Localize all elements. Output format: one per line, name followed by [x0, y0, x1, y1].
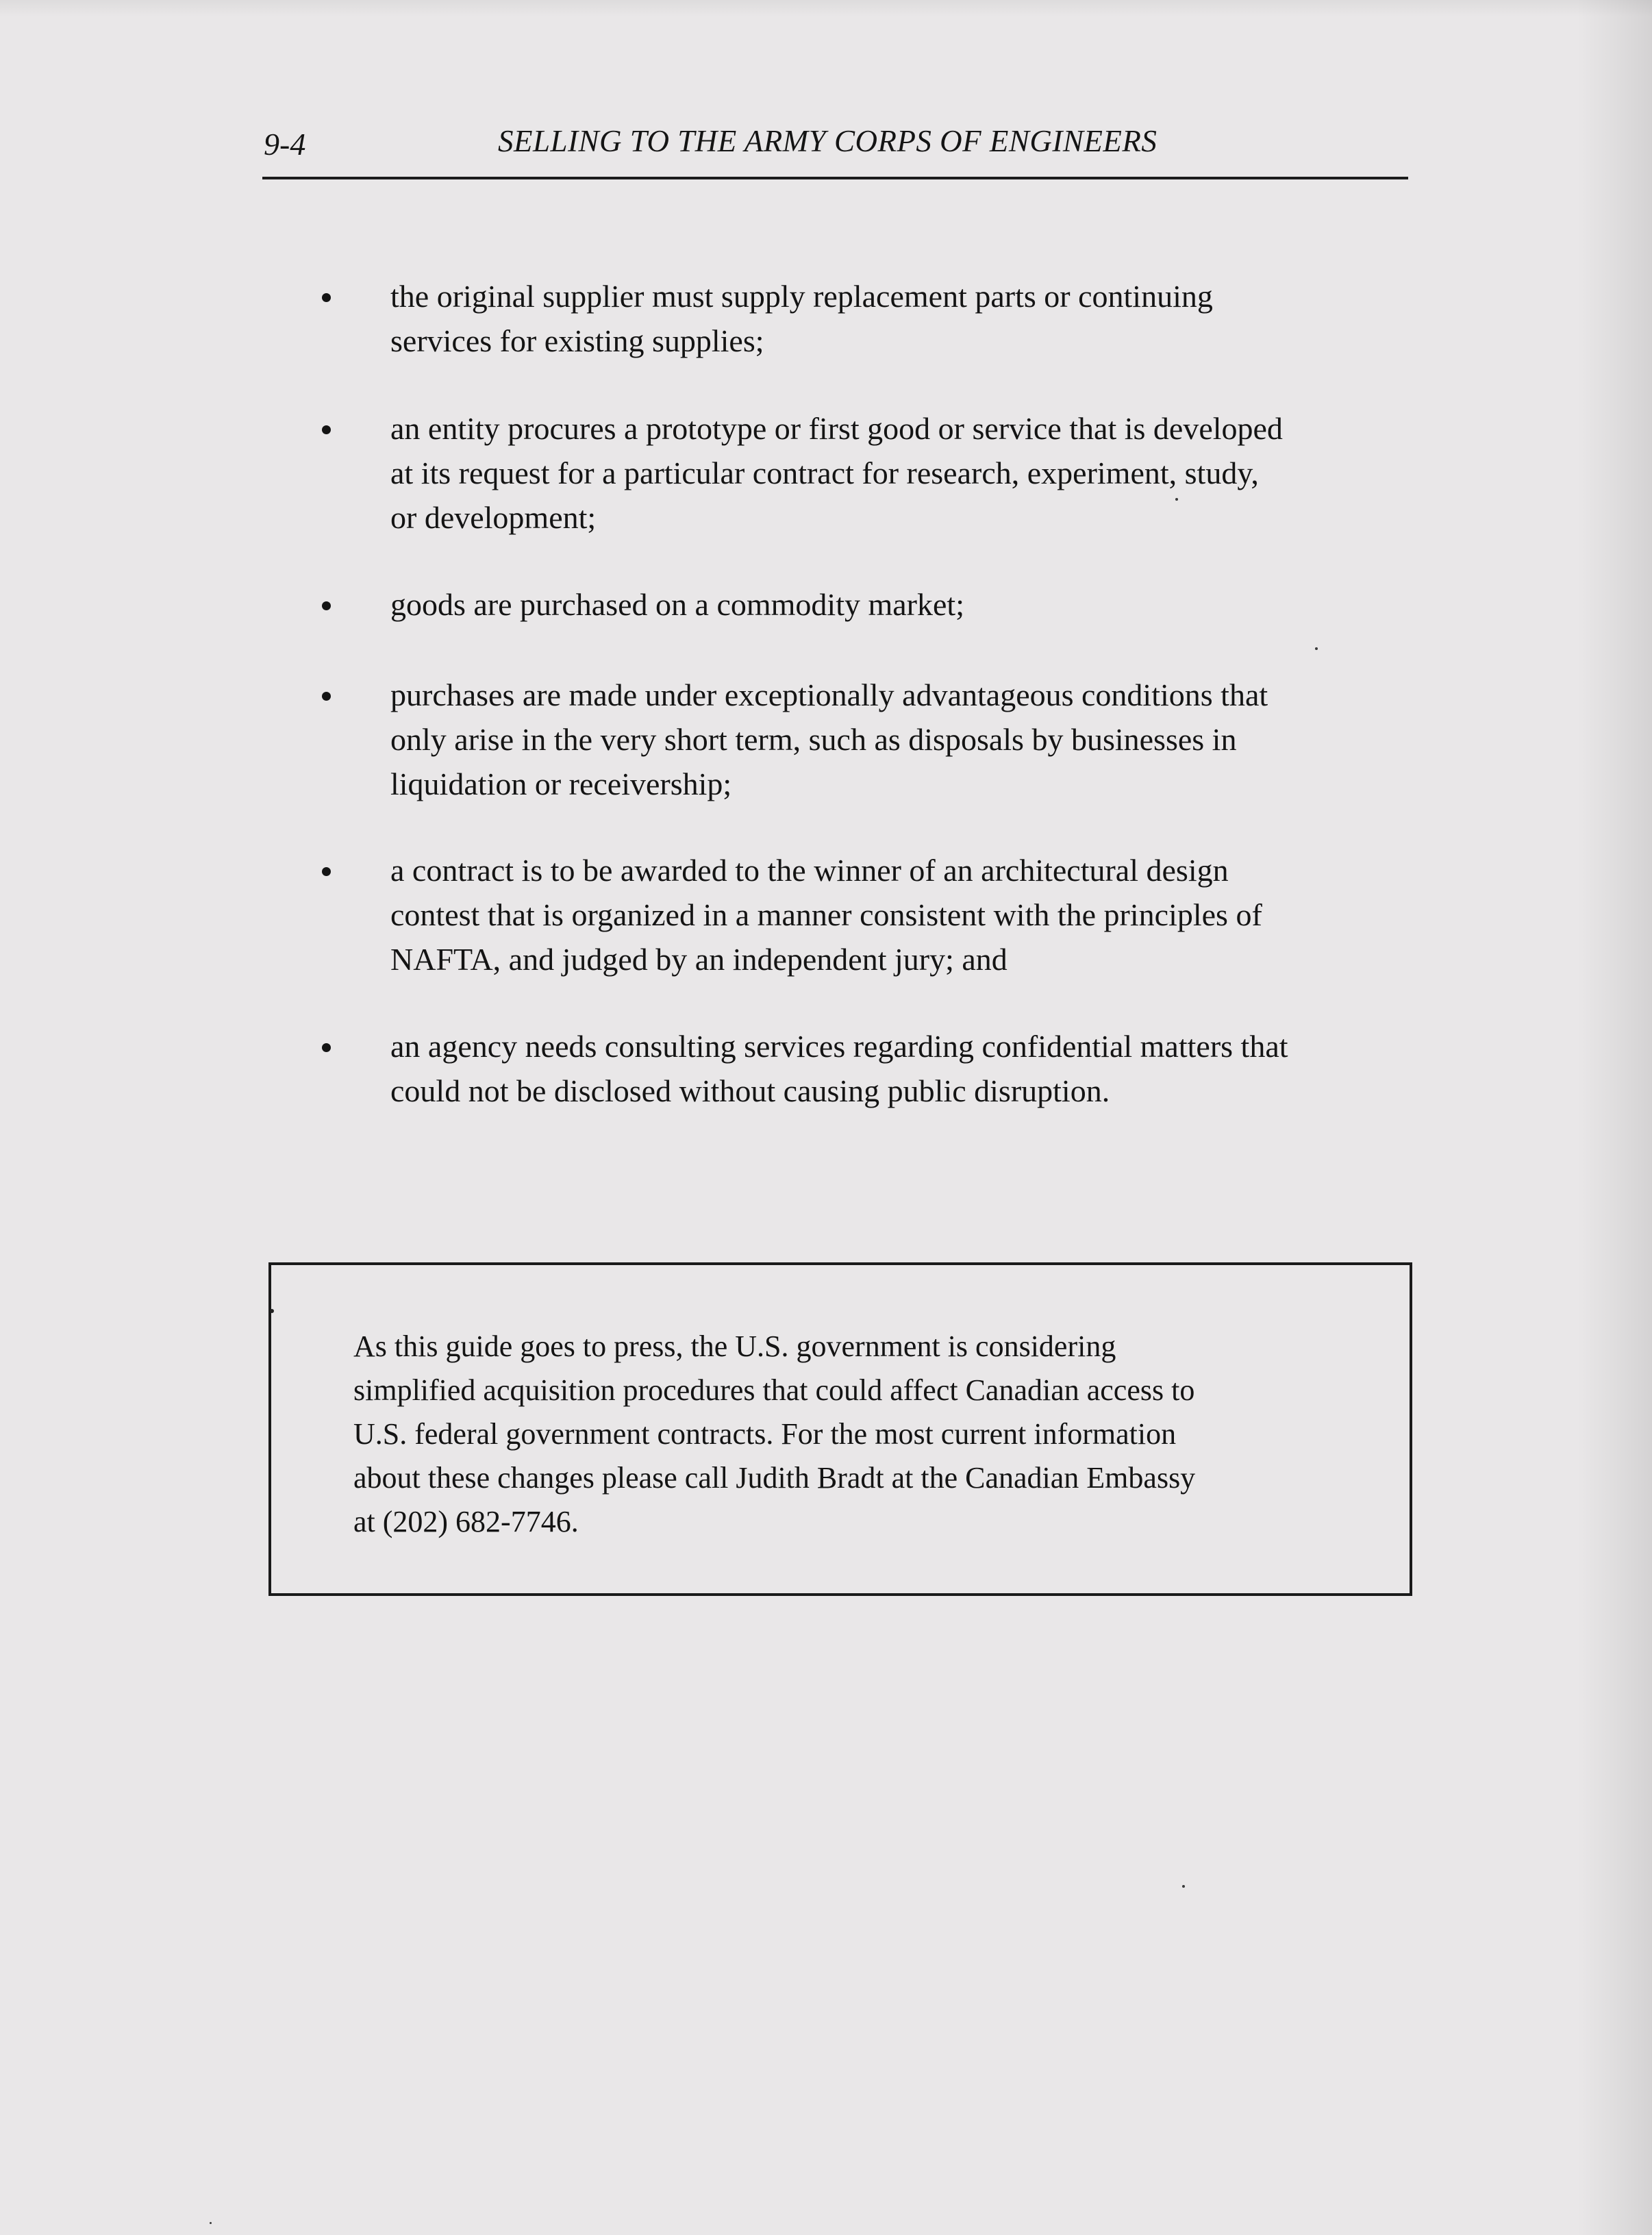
- notice-box: [268, 1262, 1412, 1596]
- running-header: [262, 121, 1408, 179]
- list-item-text: [390, 673, 1356, 806]
- text-line: contest that is organized in a manner consistent with the principles of: [390, 897, 1262, 932]
- bullet-icon: [322, 692, 331, 701]
- bullet-icon: [322, 425, 331, 434]
- ink-speck: [1175, 498, 1178, 501]
- text-line: an agency needs consulting services regarding confidential matters that: [390, 1029, 1288, 1064]
- text-line: services for existing supplies;: [390, 323, 764, 358]
- text-line: the original supplier must supply replacement parts or continuing: [390, 279, 1213, 314]
- ink-speck: [1182, 1885, 1185, 1888]
- text-line: or development;: [390, 500, 597, 535]
- page-number: 9-4: [264, 127, 306, 162]
- list-item-text: [390, 274, 1356, 363]
- text-line: NAFTA, and judged by an independent jury; and: [390, 942, 1008, 977]
- page-edge-shadow: [1577, 0, 1652, 2235]
- ink-speck: [1315, 647, 1318, 650]
- ink-speck: [210, 2222, 212, 2224]
- text-line: at its request for a particular contract for research, experiment, study,: [390, 455, 1259, 490]
- notice-text: [353, 1325, 1394, 1544]
- text-line: liquidation or receivership;: [390, 766, 732, 801]
- text-line: could not be disclosed without causing public disruption.: [390, 1073, 1110, 1108]
- text-line: U.S. federal government contracts. For the most current information: [353, 1417, 1177, 1451]
- ink-speck: [270, 1309, 274, 1313]
- text-line: about these changes please call Judith Bradt at the Canadian Embassy: [353, 1461, 1196, 1495]
- text-line: only arise in the very short term, such as disposals by businesses in: [390, 722, 1237, 757]
- list-item-text: [390, 848, 1356, 982]
- text-line: at (202) 682-7746.: [353, 1505, 579, 1538]
- bullet-icon: [322, 601, 331, 610]
- bullet-icon: [322, 293, 331, 302]
- text-line: purchases are made under exceptionally advantageous conditions that: [390, 677, 1268, 712]
- text-line: simplified acquisition procedures that could affect Canadian access to: [353, 1373, 1195, 1407]
- page-top-shadow: [0, 0, 1652, 16]
- text-line: a contract is to be awarded to the winner of an architectural design: [390, 853, 1229, 888]
- bullet-icon: [322, 1043, 331, 1052]
- bullet-icon: [322, 867, 331, 876]
- text-line: As this guide goes to press, the U.S. government is considering: [353, 1329, 1116, 1363]
- running-title: SELLING TO THE ARMY CORPS OF ENGINEERS: [498, 124, 1157, 158]
- list-item-text: [390, 582, 1356, 627]
- list-item-text: [390, 1024, 1356, 1113]
- text-line: an entity procures a prototype or first good or service that is developed: [390, 411, 1283, 446]
- text-line: goods are purchased on a commodity market;: [390, 587, 964, 622]
- list-item-text: [390, 406, 1356, 540]
